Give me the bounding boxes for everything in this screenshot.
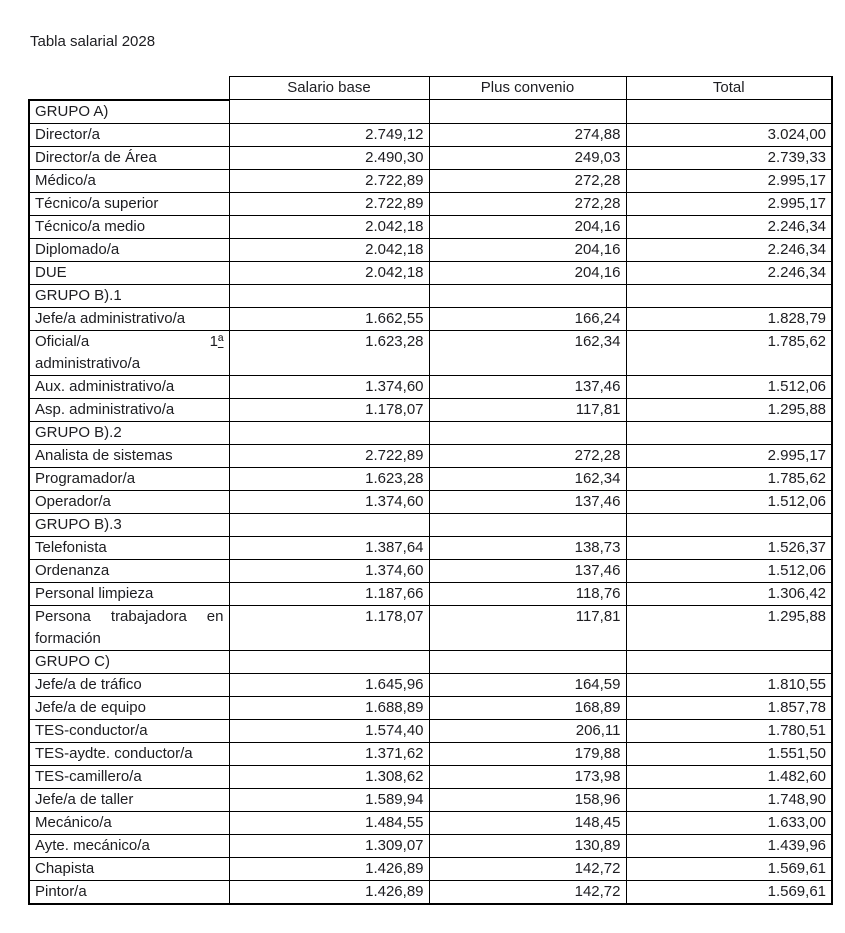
job-title-cell: Chapista — [29, 857, 229, 880]
job-title-cell: Operador/a — [29, 490, 229, 513]
plus-value-cell: 118,76 — [429, 582, 626, 605]
salary-row — [29, 330, 832, 375]
base-value-cell: 1.178,07 — [229, 398, 429, 421]
job-title-line2: administrativo/a — [35, 354, 141, 372]
document-title: Tabla salarial 2028 — [30, 33, 156, 50]
base-value-cell: 1.371,62 — [229, 742, 429, 765]
base-value-cell: 2.042,18 — [229, 215, 429, 238]
total-value-cell: 1.785,62 — [626, 330, 832, 375]
job-title-cell: Aux. administrativo/a — [29, 375, 229, 398]
job-title-cell: Personal limpieza — [29, 582, 229, 605]
job-title-cell: Ayte. mecánico/a — [29, 834, 229, 857]
base-value-cell: 1.662,55 — [229, 307, 429, 330]
base-value-cell: 1.426,89 — [229, 880, 429, 904]
job-title-line2: formación — [35, 629, 101, 647]
total-value-cell — [626, 650, 832, 673]
group-row — [29, 650, 832, 673]
group-label-cell: GRUPO B).1 — [29, 284, 229, 307]
total-value-cell: 1.780,51 — [626, 719, 832, 742]
total-value-cell: 1.633,00 — [626, 811, 832, 834]
job-title-cell: Diplomado/a — [29, 238, 229, 261]
base-value-cell: 1.374,60 — [229, 559, 429, 582]
plus-value-cell: 162,34 — [429, 330, 626, 375]
base-value-cell: 1.308,62 — [229, 765, 429, 788]
salary-row — [29, 857, 832, 880]
total-value-cell: 1.512,06 — [626, 490, 832, 513]
base-value-cell: 2.722,89 — [229, 169, 429, 192]
total-value-cell: 1.785,62 — [626, 467, 832, 490]
plus-value-cell — [429, 100, 626, 124]
total-value-cell — [626, 284, 832, 307]
job-title-cell: Ordenanza — [29, 559, 229, 582]
plus-value-cell: 249,03 — [429, 146, 626, 169]
job-title-cell: TES-aydte. conductor/a — [29, 742, 229, 765]
plus-value-cell: 206,11 — [429, 719, 626, 742]
salary-row — [29, 146, 832, 169]
plus-value-cell: 204,16 — [429, 238, 626, 261]
salary-row — [29, 123, 832, 146]
base-value-cell: 2.722,89 — [229, 444, 429, 467]
salary-row — [29, 307, 832, 330]
total-value-cell: 1.810,55 — [626, 673, 832, 696]
salary-row — [29, 559, 832, 582]
plus-value-cell: 137,46 — [429, 559, 626, 582]
total-value-cell: 1.828,79 — [626, 307, 832, 330]
plus-value-cell: 164,59 — [429, 673, 626, 696]
base-value-cell: 1.374,60 — [229, 490, 429, 513]
base-value-cell: 1.426,89 — [229, 857, 429, 880]
base-value-cell — [229, 513, 429, 536]
total-value-cell: 1.526,37 — [626, 536, 832, 559]
job-title-cell: Jefe/a de equipo — [29, 696, 229, 719]
plus-value-cell: 148,45 — [429, 811, 626, 834]
group-label-cell: GRUPO B).3 — [29, 513, 229, 536]
base-value-cell: 1.187,66 — [229, 582, 429, 605]
job-title-cell: Jefe/a de tráfico — [29, 673, 229, 696]
plus-value-cell: 130,89 — [429, 834, 626, 857]
salary-row — [29, 880, 832, 904]
plus-value-cell: 272,28 — [429, 444, 626, 467]
salary-row — [29, 444, 832, 467]
job-title-cell: TES-camillero/a — [29, 765, 229, 788]
total-value-cell: 2.246,34 — [626, 215, 832, 238]
base-value-cell — [229, 650, 429, 673]
total-value-cell: 1.439,96 — [626, 834, 832, 857]
plus-value-cell: 137,46 — [429, 375, 626, 398]
job-title-cell — [29, 330, 229, 375]
salary-row — [29, 536, 832, 559]
plus-value-cell: 272,28 — [429, 192, 626, 215]
job-title-cell: Telefonista — [29, 536, 229, 559]
plus-value-cell: 158,96 — [429, 788, 626, 811]
salary-row — [29, 238, 832, 261]
total-value-cell: 2.995,17 — [626, 192, 832, 215]
plus-value-cell: 137,46 — [429, 490, 626, 513]
plus-value-cell — [429, 650, 626, 673]
base-value-cell: 1.484,55 — [229, 811, 429, 834]
plus-value-cell — [429, 284, 626, 307]
total-value-cell: 1.569,61 — [626, 857, 832, 880]
job-title-cell: Técnico/a superior — [29, 192, 229, 215]
job-title-cell: Director/a — [29, 123, 229, 146]
job-title-cell: Mecánico/a — [29, 811, 229, 834]
header-plus-convenio: Plus convenio — [429, 77, 626, 100]
total-value-cell: 1.512,06 — [626, 559, 832, 582]
header-total: Total — [626, 77, 832, 100]
base-value-cell: 1.645,96 — [229, 673, 429, 696]
group-row — [29, 100, 832, 124]
salary-table — [28, 76, 833, 905]
plus-value-cell: 204,16 — [429, 261, 626, 284]
base-value-cell: 2.042,18 — [229, 238, 429, 261]
total-value-cell — [626, 421, 832, 444]
total-value-cell: 2.246,34 — [626, 261, 832, 284]
salary-row — [29, 398, 832, 421]
salary-row — [29, 788, 832, 811]
base-value-cell: 1.623,28 — [229, 330, 429, 375]
plus-value-cell — [429, 513, 626, 536]
plus-value-cell: 117,81 — [429, 605, 626, 650]
plus-value-cell: 162,34 — [429, 467, 626, 490]
header-salario-base: Salario base — [229, 77, 429, 100]
salary-table-header — [29, 77, 832, 100]
salary-row — [29, 215, 832, 238]
job-title-cell: Programador/a — [29, 467, 229, 490]
base-value-cell: 2.042,18 — [229, 261, 429, 284]
base-value-cell: 2.749,12 — [229, 123, 429, 146]
job-title-ordinal: 1ª — [209, 332, 224, 350]
plus-value-cell: 166,24 — [429, 307, 626, 330]
job-title-cell: Analista de sistemas — [29, 444, 229, 467]
plus-value-cell — [429, 421, 626, 444]
salary-row — [29, 811, 832, 834]
total-value-cell: 1.857,78 — [626, 696, 832, 719]
total-value-cell: 2.995,17 — [626, 169, 832, 192]
salary-row — [29, 582, 832, 605]
job-title-cell: Asp. administrativo/a — [29, 398, 229, 421]
base-value-cell: 2.722,89 — [229, 192, 429, 215]
total-value-cell: 2.995,17 — [626, 444, 832, 467]
group-label-cell: GRUPO A) — [29, 100, 229, 124]
salary-row — [29, 169, 832, 192]
salary-row — [29, 375, 832, 398]
total-value-cell: 1.482,60 — [626, 765, 832, 788]
base-value-cell — [229, 284, 429, 307]
total-value-cell: 1.295,88 — [626, 605, 832, 650]
base-value-cell: 1.178,07 — [229, 605, 429, 650]
base-value-cell — [229, 100, 429, 124]
plus-value-cell: 142,72 — [429, 880, 626, 904]
job-title-line1: Persona trabajadora en — [35, 607, 224, 625]
total-value-cell: 1.551,50 — [626, 742, 832, 765]
job-title-cell: Técnico/a medio — [29, 215, 229, 238]
total-value-cell — [626, 100, 832, 124]
base-value-cell: 1.387,64 — [229, 536, 429, 559]
salary-row — [29, 192, 832, 215]
plus-value-cell: 168,89 — [429, 696, 626, 719]
salary-row — [29, 261, 832, 284]
plus-value-cell: 117,81 — [429, 398, 626, 421]
salary-row — [29, 834, 832, 857]
job-title-cell: Director/a de Área — [29, 146, 229, 169]
base-value-cell: 1.688,89 — [229, 696, 429, 719]
base-value-cell — [229, 421, 429, 444]
plus-value-cell: 274,88 — [429, 123, 626, 146]
plus-value-cell: 179,88 — [429, 742, 626, 765]
plus-value-cell: 142,72 — [429, 857, 626, 880]
salary-row — [29, 742, 832, 765]
plus-value-cell: 204,16 — [429, 215, 626, 238]
job-title-cell — [29, 605, 229, 650]
salary-row — [29, 719, 832, 742]
salary-row — [29, 673, 832, 696]
job-title-cell: Pintor/a — [29, 880, 229, 904]
base-value-cell: 1.374,60 — [229, 375, 429, 398]
salary-row — [29, 490, 832, 513]
group-row — [29, 513, 832, 536]
group-row — [29, 421, 832, 444]
salary-row — [29, 696, 832, 719]
total-value-cell: 1.748,90 — [626, 788, 832, 811]
total-value-cell: 3.024,00 — [626, 123, 832, 146]
base-value-cell: 2.490,30 — [229, 146, 429, 169]
salary-row — [29, 467, 832, 490]
header-row — [29, 77, 832, 100]
total-value-cell — [626, 513, 832, 536]
total-value-cell: 1.512,06 — [626, 375, 832, 398]
salary-row — [29, 765, 832, 788]
salary-row — [29, 605, 832, 650]
job-title-cell: Médico/a — [29, 169, 229, 192]
base-value-cell: 1.589,94 — [229, 788, 429, 811]
group-label-cell: GRUPO B).2 — [29, 421, 229, 444]
base-value-cell: 1.309,07 — [229, 834, 429, 857]
total-value-cell: 1.295,88 — [626, 398, 832, 421]
total-value-cell: 1.306,42 — [626, 582, 832, 605]
group-label-cell: GRUPO C) — [29, 650, 229, 673]
job-title-cell: DUE — [29, 261, 229, 284]
plus-value-cell: 272,28 — [429, 169, 626, 192]
base-value-cell: 1.623,28 — [229, 467, 429, 490]
job-title-line1: Oficial/a — [35, 332, 90, 350]
job-title-cell: Jefe/a de taller — [29, 788, 229, 811]
total-value-cell: 2.739,33 — [626, 146, 832, 169]
header-empty-cell — [29, 77, 229, 100]
total-value-cell: 2.246,34 — [626, 238, 832, 261]
base-value-cell: 1.574,40 — [229, 719, 429, 742]
group-row — [29, 284, 832, 307]
plus-value-cell: 173,98 — [429, 765, 626, 788]
salary-table-body — [29, 100, 832, 904]
total-value-cell: 1.569,61 — [626, 880, 832, 904]
job-title-cell: TES-conductor/a — [29, 719, 229, 742]
job-title-cell: Jefe/a administrativo/a — [29, 307, 229, 330]
plus-value-cell: 138,73 — [429, 536, 626, 559]
